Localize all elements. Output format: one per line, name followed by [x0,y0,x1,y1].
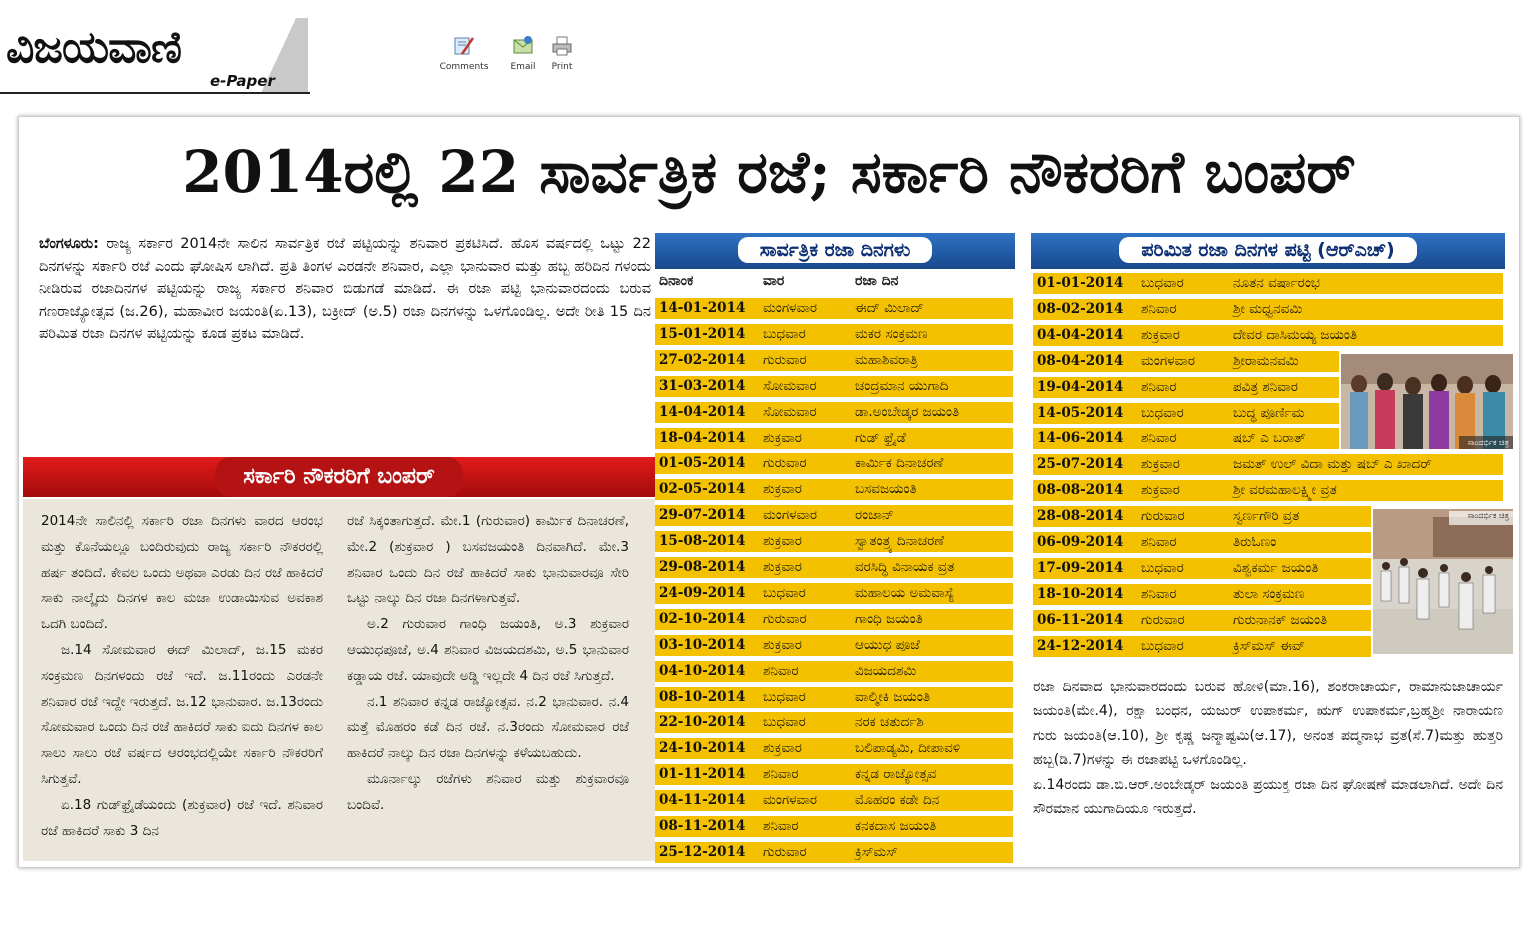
holiday-date: 08-04-2014 [1037,352,1124,369]
general-holiday-row [655,479,1013,500]
logo[interactable]: ವಿಜಯವಾಣಿ [6,22,182,73]
holiday-name: ದೇವರ ದಾಸಿಮಯ್ಯ ಜಯಂತಿ [1233,326,1358,343]
dateline: ಬೆಂಗಳೂರು: [39,236,99,252]
print-button[interactable] [532,34,592,72]
holiday-name: ಕನಕದಾಸ ಜಯಂತಿ [855,818,937,834]
holiday-date: 08-08-2014 [1037,482,1124,499]
holiday-name: ಚಂದ್ರಮಾನ ಯುಗಾದಿ [855,377,949,394]
holiday-weekday: ಶನಿವಾರ [763,818,799,834]
holiday-name: ಷಬ್ ಎ ಬರಾತ್ [1233,430,1306,447]
restricted-holiday-row [1033,454,1503,475]
general-holidays-title: ಸಾರ್ವತ್ರಿಕ ರಜಾ ದಿನಗಳು [738,237,933,263]
holiday-date: 28-08-2014 [1037,508,1124,525]
holiday-weekday: ಶುಕ್ರವಾರ [1141,326,1180,343]
holiday-date: 08-02-2014 [1037,300,1124,317]
restricted-holiday-row [1033,428,1339,449]
holiday-name: ವಿಜಯದಶಮಿ [855,662,917,679]
holiday-name: ಡಾ.ಅಂಬೇಡ್ಕರ ಜಯಂತಿ [855,403,960,420]
holiday-weekday: ಗುರುವಾರ [763,610,807,627]
general-table-column-headers [655,271,1015,293]
holiday-weekday: ಶನಿವಾರ [1141,300,1177,317]
holiday-date: 22-10-2014 [659,714,746,731]
holiday-name: ಪವಿತ್ರ ಶನಿವಾರ [1233,378,1298,395]
restricted-holiday-row [1033,351,1339,372]
general-holiday-row [655,609,1013,630]
holiday-date: 29-08-2014 [659,559,746,575]
holiday-date: 04-11-2014 [659,792,746,809]
holiday-date: 02-10-2014 [659,610,746,627]
holiday-date: 27-02-2014 [659,351,746,368]
general-holiday-row [655,453,1013,474]
holiday-weekday: ಶುಕ್ರವಾರ [763,533,802,550]
box-paragraph: ಅ.2 ಗುರುವಾರ ಗಾಂಧಿ ಜಯಂತಿ, ಅ.3 ಶುಕ್ರವಾರ ಆಯುಧಪೂಜೆ, ಅ.4 ಶನಿವಾರ ವಿಜಯದಶಮಿ, ಅ.5 ಭಾನುವಾರ ಕಡ್ಡಾಯ ರಜೆ. ಯಾವುದೇ ಅಡ್ಡಿ ಇಲ್ಲದೇ 4 ದಿನ ರಜೆ ಸಿಗುತ್ತದೆ. [347,616,629,684]
restricted-holiday-row [1033,506,1371,527]
box-paragraph: ಜ.14 ಸೋಮವಾರ ಈದ್ ಮಿಲಾದ್, ಜ.15 ಮಕರ ಸಂಕ್ರಮಣ ದಿನಗಳಂದು ರಜೆ ಇದೆ. ಜ.11ರಂದು ಎರಡನೇ ಶನಿವಾರ ರಜೆ ಇದ್ದೇ ಇರುತ್ತದೆ. ಜ.12 ಭಾನುವಾರ. ಜ.13ರಂದು ಸೋಮವಾರ ಒಂದು ದಿನ ರಜೆ ಹಾಕಿದರೆ ಸಾಕು ಐದು ದಿನಗಳ ಕಾಲ ಸಾಲು ಸಾಲು ರಜೆ ವರ್ಷದ ಆರಂಭದಲ್ಲಿಯೇ ಸರ್ಕಾರಿ ನೌಕರರಿಗೆ ಸಿಗುತ್ತವೆ. [41,641,323,787]
general-holiday-row [655,376,1013,397]
holiday-name: ರಂಜಾನ್ [855,507,894,524]
holiday-weekday: ಶುಕ್ರವಾರ [763,636,802,653]
general-holiday-row [655,583,1013,604]
email-label: Email [510,62,536,72]
holiday-weekday: ಬುಧವಾರ [763,714,806,731]
photo-office-crowd [1373,509,1513,654]
comments-button[interactable] [434,34,494,72]
holiday-date: 24-10-2014 [659,740,746,757]
general-holiday-row [655,687,1013,708]
holiday-weekday: ಗುರುವಾರ [763,455,807,472]
holiday-date: 08-10-2014 [659,688,746,705]
holiday-weekday: ಮಂಗಳವಾರ [763,792,818,809]
holiday-date: 14-06-2014 [1037,430,1124,447]
general-holiday-row [655,635,1013,656]
logo-subtitle: e-Paper [210,72,275,90]
holiday-date: 24-12-2014 [1037,637,1124,654]
holiday-date: 01-11-2014 [659,766,746,783]
photo-caption: ಸಾಂದರ್ಭಿಕ ಚಿತ್ರ [1467,511,1509,520]
restricted-holiday-row [1033,584,1371,605]
restricted-holidays-title: ಪರಿಮಿತ ರಜಾ ದಿನಗಳ ಪಟ್ಟಿ (ಆರ್‌ಎಚ್) [1119,237,1416,263]
holiday-weekday: ಶುಕ್ರವಾರ [1141,456,1180,473]
holiday-date: 04-04-2014 [1037,326,1124,343]
holiday-name: ಬಲಿಪಾಡ್ಯಮಿ, ದೀಪಾವಳಿ [855,740,961,757]
column-header-date: ದಿನಾಂಕ [659,273,694,289]
holiday-weekday: ಗುರುವಾರ [763,351,807,368]
photo-women-image [1341,354,1513,449]
restricted-holiday-row [1033,325,1503,346]
intro-text: ರಾಜ್ಯ ಸರ್ಕಾರ 2014ನೇ ಸಾಲಿನ ಸಾರ್ವತ್ರಿಕ ರಜೆ ಪಟ್ಟಿಯನ್ನು ಶನಿವಾರ ಪ್ರಕಟಿಸಿದೆ. ಹೊಸ ವರ್ಷದಲ್ಲಿ ಒಟ್ಟು 22 ದಿನಗಳನ್ನು ಸರ್ಕಾರಿ ರಜೆ ಎಂದು ಘೋಷಿಸ ಲಾಗಿದೆ. ಪ್ರತಿ ತಿಂಗಳ ಎರಡನೇ ಶನಿವಾರ, ಎಲ್ಲಾ ಭಾನುವಾರ ಮತ್ತು ಹಬ್ಬ ಹರಿದಿನ ಗಳಂದು ನೀಡಿರುವ ರಜಾದಿನಗಳ ಪಟ್ಟಿಯನ್ನು ರಾಜ್ಯ ಸರ್ಕಾರ ಶನಿವಾರ ಬಿಡುಗಡೆ ಮಾಡಿದೆ. ಈ ರಜಾ ಪಟ್ಟಿ ಭಾನುವಾರದಂದು ಬರುವ ಗಣರಾಜ್ಯೋತ್ಸವ (ಜ.26), ಮಹಾವೀರ ಜಯಂತಿ(ಏ.13), ಬಕ್ರೀದ್ (ಅ.5) ರಜಾ ದಿನಗಳನ್ನು ಒಳಗೊಂಡಿಲ್ಲ. ಅದೇ ರೀತಿ 15 ದಿನ ಪರಿಮಿತ ರಜಾ ದಿನಗಳ ಪಟ್ಟಿಯನ್ನು ಕೂಡ ಪ್ರಕಟ ಮಾಡಿದೆ. [39,236,651,342]
holiday-weekday: ಬುಧವಾರ [763,325,806,342]
holiday-weekday: ಗುರುವಾರ [1141,611,1185,628]
holiday-name: ಗಾಂಧಿ ಜಯಂತಿ [855,610,923,627]
epaper-header [0,0,1526,100]
holiday-date: 14-04-2014 [659,403,746,420]
holiday-weekday: ಶುಕ್ರವಾರ [1141,482,1180,499]
holiday-weekday: ಶನಿವಾರ [1141,585,1177,602]
holiday-name: ವಾಲ್ಮೀಕಿ ಜಯಂತಿ [855,688,931,705]
holiday-date: 31-03-2014 [659,377,746,394]
restricted-notes [1033,675,1503,821]
general-holiday-row [655,531,1013,552]
holiday-date: 04-10-2014 [659,662,746,679]
holiday-date: 19-04-2014 [1037,378,1124,395]
holiday-weekday: ಮಂಗಳವಾರ [763,300,818,316]
holiday-date: 08-11-2014 [659,818,746,834]
general-holiday-row [655,505,1013,526]
holiday-name: ಆಯುಧ ಪೂಜೆ [855,636,920,653]
holiday-name: ಜಮತ್ ಉಲ್ ವಿದಾ ಮತ್ತು ಷಬ್ ಎ ಖಾದರ್ [1233,456,1432,473]
holiday-date: 17-09-2014 [1037,559,1124,576]
box-paragraph: 2014ನೇ ಸಾಲಿನಲ್ಲಿ ಸರ್ಕಾರಿ ರಜಾ ದಿನಗಳು ವಾರದ ಆರಂಭ ಮತ್ತು ಕೊನೆಯಲ್ಲೂ ಬಂದಿರುವುದು ರಾಜ್ಯ ಸರ್ಕಾರಿ ನೌಕರರಲ್ಲಿ ಹರ್ಷ ತಂದಿದೆ. ಕೇವಲ ಒಂದು ಅಥವಾ ಎರಡು ದಿನ ರಜೆ ಹಾಕಿದರೆ ಸಾಕು ನಾಲ್ಕೈದು ದಿನಗಳ ಕಾಲ ಮಜಾ ಉಡಾಯಿಸುವ ಅವಕಾಶ ಒದಗಿ ಬಂದಿದೆ. [41,513,323,633]
holiday-name: ವಿಶ್ವಕರ್ಮ ಜಯಂತಿ [1233,559,1319,576]
general-holiday-row [655,842,1013,863]
restricted-holiday-row [1033,299,1503,320]
holiday-weekday: ಬುಧವಾರ [763,688,806,705]
holiday-weekday: ಶನಿವಾರ [1141,534,1177,550]
holiday-name: ಕ್ರಿಸ್‌ಮಸ್ [855,843,898,860]
holiday-weekday: ಶನಿವಾರ [1141,430,1177,447]
holiday-weekday: ಸೋಮವಾರ [763,377,817,394]
holiday-name: ಸ್ವಾತಂತ್ರ್ಯ ದಿನಾಚರಣೆ [855,533,945,550]
holiday-weekday: ಬುಧವಾರ [1141,404,1184,421]
box-paragraph: ಮೂರ್ನಾಲ್ಕು ರಜೆಗಳು ಶನಿವಾರ ಮತ್ತು ಶುಕ್ರವಾರವೂ ಬಂದಿವೆ. [347,770,629,813]
general-holiday-row [655,298,1013,319]
comments-icon [452,34,476,58]
holiday-date: 06-09-2014 [1037,534,1124,550]
photo-caption: ಸಾಂದರ್ಭಿಕ ಚಿತ್ರ [1467,438,1509,447]
print-icon [550,34,574,58]
holiday-name: ಸ್ವರ್ಣಗೌರಿ ವ್ರತ [1233,508,1300,525]
holiday-name: ಶ್ರೀ ವರಮಹಾಲಕ್ಷ್ಮೀ ವ್ರತ [1233,482,1337,499]
holiday-name: ಮಹಾಲಯ ಅಮವಾಸ್ಯೆ [855,584,955,601]
holiday-weekday: ಬುಧವಾರ [1141,559,1184,576]
restricted-holiday-row [1033,532,1371,553]
holiday-name: ಈದ್ ಮಿಲಾದ್ [855,300,924,316]
holiday-name: ನೂತನ ವರ್ಷಾರಂಭ [1233,275,1321,291]
holiday-name: ವರಸಿದ್ಧಿ ವಿನಾಯಕ ವ್ರತ [855,559,955,575]
general-holiday-row [655,428,1013,449]
holiday-weekday: ಶುಕ್ರವಾರ [763,740,802,757]
holiday-weekday: ಸೋಮವಾರ [763,403,817,420]
holiday-name: ಗುರುನಾನಕ್ ಜಯಂತಿ [1233,611,1328,628]
holiday-date: 25-12-2014 [659,843,746,860]
holiday-date: 15-01-2014 [659,325,746,342]
headline: 2014ರಲ್ಲಿ 22 ಸಾರ್ವತ್ರಿಕ ರಜೆ; ಸರ್ಕಾರಿ ನೌಕರರಿಗೆ ಬಂಪರ್ [182,138,1356,206]
restricted-holiday-row [1033,273,1503,294]
column-header-day: ವಾರ [763,273,785,289]
holiday-date: 29-07-2014 [659,507,746,524]
holiday-name: ಗುಡ್ ಫ್ರೈಡೆ [855,429,906,446]
restricted-holiday-row [1033,610,1371,631]
general-holiday-row [655,790,1013,811]
holiday-date: 02-05-2014 [659,481,746,498]
logo-underline [0,92,310,94]
holiday-name: ತುಲಾ ಸಂಕ್ರಮಣ [1233,585,1305,602]
holiday-name: ತಿರುಓಣಂ [1233,534,1277,550]
holiday-date: 03-10-2014 [659,636,746,653]
comments-label: Comments [439,62,489,72]
holiday-name: ಮೊಹರಂ ಕಡೇ ದಿನ [855,792,940,809]
intro-paragraph [39,233,651,346]
holiday-date: 01-05-2014 [659,455,746,472]
note-paragraph: ಏ.14ರಂದು ಡಾ.ಬಿ.ಆರ್.ಅಂಬೇಡ್ಕರ್ ಜಯಂತಿ ಪ್ರಯುಕ್ತ ರಜಾ ದಿನ ಘೋಷಣೆ ಮಾಡಲಾಗಿದೆ. ಅದೇ ದಿನ ಸೌರಮಾನ ಯುಗಾದಿಯೂ ಇರುತ್ತದೆ. [1033,776,1503,818]
general-holiday-row [655,557,1013,578]
box-column-2 [347,509,629,819]
holiday-date: 15-08-2014 [659,533,746,550]
holiday-weekday: ಶನಿವಾರ [1141,378,1177,395]
box-paragraph: ರಜೆ ಸಿಕ್ಕಂತಾಗುತ್ತದೆ. ಮೇ.1 (ಗುರುವಾರ) ಕಾರ್ಮಿಕ ದಿನಾಚರಣೆ, ಮೇ.2 (ಶುಕ್ರವಾರ ) ಬಸವಜಯಂತಿ ದಿನವಾಗಿದೆ. ಮೇ.3 ಶನಿವಾರ ಒಂದು ದಿನ ರಜೆ ಹಾಕಿದರೆ ಸಾಕು ಭಾನುವಾರವೂ ಸೇರಿ ಒಟ್ಟು ನಾಲ್ಕು ದಿನ ರಜಾ ದಿನಗಳಾಗುತ್ತವೆ. [347,513,629,607]
restricted-holiday-row [1033,377,1339,398]
box-title: ಸರ್ಕಾರಿ ನೌಕರರಿಗೆ ಬಂಪರ್ [215,457,463,497]
holiday-weekday: ಶನಿವಾರ [763,766,799,783]
holiday-name: ಬುದ್ಧ ಪೂರ್ಣಿಮ [1233,404,1305,421]
holiday-weekday: ಶನಿವಾರ [763,662,799,679]
holiday-weekday: ಮಂಗಳವಾರ [1141,352,1196,369]
print-label: Print [551,62,573,72]
photo-women-group [1341,354,1513,449]
general-holiday-row [655,350,1013,371]
general-holiday-row [655,661,1013,682]
holiday-weekday: ಶುಕ್ರವಾರ [763,429,802,446]
holiday-name: ಕ್ರಿಸ್‌ಮಸ್ ಈವ್ [1233,637,1305,654]
holiday-date: 01-01-2014 [1037,275,1124,291]
restricted-holiday-row [1033,558,1371,579]
holiday-weekday: ಗುರುವಾರ [1141,508,1185,525]
holiday-weekday: ಮಂಗಳವಾರ [763,507,818,524]
holiday-name: ಕಾರ್ಮಿಕ ದಿನಾಚರಣೆ [855,455,944,472]
photo-crowd-image [1373,509,1513,654]
holiday-name: ಬಸವಜಯಂತಿ [855,481,917,498]
general-holiday-row [655,324,1013,345]
holiday-weekday: ಶುಕ್ರವಾರ [763,481,802,498]
general-holiday-row [655,738,1013,759]
holiday-name: ಕನ್ನಡ ರಾಜ್ಯೋತ್ಸವ [855,766,937,783]
restricted-holidays-header [1031,233,1505,269]
holiday-date: 18-10-2014 [1037,585,1124,602]
holiday-date: 14-01-2014 [659,300,746,316]
restricted-holiday-row [1033,403,1339,424]
bumper-box [23,499,655,861]
holiday-date: 06-11-2014 [1037,611,1124,628]
box-paragraph: ಏ.18 ಗುಡ್‌ಫ್ರೈಡೆಯಂದು (ಶುಕ್ರವಾರ) ರಜೆ ಇದೆ. ಶನಿವಾರ ರಜೆ ಹಾಕಿದರೆ ಸಾಕು 3 ದಿನ [41,796,323,839]
general-holiday-row [655,712,1013,733]
news-clipping [18,116,1520,868]
holiday-name: ಮಹಾಶಿವರಾತ್ರಿ [855,351,918,368]
holiday-name: ಶ್ರೀರಾಮನವಮಿ [1233,352,1299,369]
general-holiday-row [655,816,1013,837]
holiday-name: ನರಕ ಚತುರ್ದಶಿ [855,714,924,731]
holiday-weekday: ಶುಕ್ರವಾರ [763,559,802,575]
box-column-1 [41,509,323,844]
holiday-date: 25-07-2014 [1037,456,1124,473]
box-paragraph: ನ.1 ಶನಿವಾರ ಕನ್ನಡ ರಾಜ್ಯೋತ್ಸವ. ನ.2 ಭಾನುವಾರ. ನ.4 ಮತ್ತೆ ಮೊಹರಂ ಕಡೆ ದಿನ ರಜೆ. ನ.3ರಂದು ಸೋಮವಾರ ರಜೆ ಹಾಕಿದರೆ ನಾಲ್ಕು ದಿನ ರಜಾ ದಿನಗಳನ್ನು ಕಳೆಯಬಹುದು. [347,693,629,762]
note-paragraph: ರಜಾ ದಿನವಾದ ಭಾನುವಾರದಂದು ಬರುವ ಹೋಳಿ(ಮಾ.16), ಶಂಕರಾಚಾರ್ಯ, ರಾಮಾನುಜಾಚಾರ್ಯ ಜಯಂತಿ(ಮೇ.4), ರಕ್ಷಾ ಬಂಧನ, ಯಜುರ್ ಉಪಾಕರ್ಮ, ಋಗ್ ಉಪಾಕರ್ಮ,ಬ್ರಹ್ಮಶ್ರೀ ನಾರಾಯಣ ಗುರು ಜಯಂತಿ(ಆ.10), ಶ್ರೀ ಕೃಷ್ಣ ಜನ್ಮಾಷ್ಟಮಿ(ಆ.17), ಅನಂತ ಪದ್ಮನಾಭ ವ್ರತ(ಸೆ.7)ಮತ್ತು ಹುತ್ತರಿ ಹಬ್ಬ(ಡಿ.7)ಗಳನ್ನು ಈ ರಜಾಪಟ್ಟಿ ಒಳಗೊಂಡಿಲ್ಲ. [1033,679,1503,769]
restricted-holiday-row [1033,480,1503,501]
holiday-weekday: ಬುಧವಾರ [1141,275,1184,291]
general-holidays-header [655,233,1015,269]
general-holiday-row [655,764,1013,785]
box-title-bar [23,457,655,497]
holiday-name: ಮಕರ ಸಂಕ್ರಮಣ [855,325,928,342]
restricted-holiday-row [1033,636,1371,657]
holiday-date: 18-04-2014 [659,429,746,446]
holiday-date: 14-05-2014 [1037,404,1124,421]
general-holiday-row [655,402,1013,423]
holiday-weekday: ಬುಧವಾರ [1141,637,1184,654]
holiday-weekday: ಗುರುವಾರ [763,843,807,860]
holiday-date: 24-09-2014 [659,584,746,601]
holiday-weekday: ಬುಧವಾರ [763,584,806,601]
holiday-name: ಶ್ರೀ ಮಧ್ವನವಮಿ [1233,300,1303,317]
column-header-holiday: ರಜಾ ದಿನ [855,273,899,289]
